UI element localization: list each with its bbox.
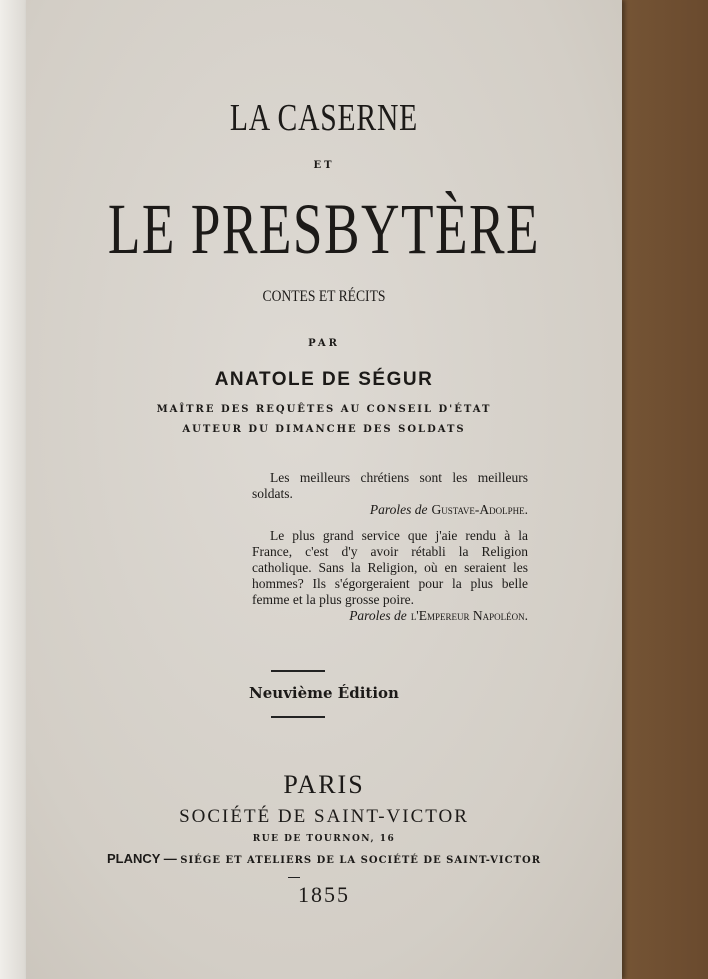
epigraph-attribution <box>252 608 528 624</box>
previous-page-edge <box>0 0 26 979</box>
publisher-address: RUE DE TOURNON, 16 <box>252 834 396 844</box>
subtitle: CONTES ET RÉCITS <box>262 288 386 305</box>
attribution-name: Gustave-Adolphe. <box>431 502 528 517</box>
epigraph-attribution <box>252 502 528 518</box>
author-title-2: AUTEUR DU DIMANCHE DES SOLDATS <box>182 424 466 435</box>
attribution-prefix: Paroles de <box>369 502 428 517</box>
epigraph-2 <box>252 528 528 624</box>
title-line-1: LA CASERNE <box>229 97 419 139</box>
author-name: ANATOLE DE SÉGUR <box>214 369 434 390</box>
divider <box>271 716 325 718</box>
publisher: SOCIÉTÉ DE SAINT-VICTOR <box>179 806 469 827</box>
year: 1855 <box>298 882 350 907</box>
printer: SIÉGE ET ATELIERS DE LA SOCIÉTÉ DE SAINT-VICTOR <box>180 855 542 866</box>
attribution-prefix: Paroles de <box>349 608 407 623</box>
epigraph-1 <box>252 470 528 518</box>
divider <box>288 877 300 878</box>
epigraph-text: Les meilleurs chrétiens sont les meilleurs soldats. <box>252 470 528 501</box>
title-page <box>26 0 622 979</box>
title-conjunction: ET <box>313 160 335 171</box>
divider <box>271 670 325 672</box>
by-label: PAR <box>308 338 340 349</box>
attribution-name: l'Empereur Napoléon. <box>410 608 528 623</box>
printer-line <box>26 851 622 866</box>
edition: Neuvième Édition <box>249 684 399 702</box>
title-line-2: LE PRESBYTÈRE <box>107 189 541 269</box>
epigraph-text: Le plus grand service que j'aie rendu à la France, c'est d'y avoir rétabli la Religion catholique. Sans la Religion, où en seraient les hommes? Ils s'égorgeraient pour la plus belle femme et la plus grosse poire. <box>252 528 528 607</box>
author-title-1: MAÎTRE DES REQUÊTES AU CONSEIL D'ÉTAT <box>156 404 492 415</box>
city: PARIS <box>283 770 365 799</box>
printer-place: PLANCY — <box>106 851 177 866</box>
